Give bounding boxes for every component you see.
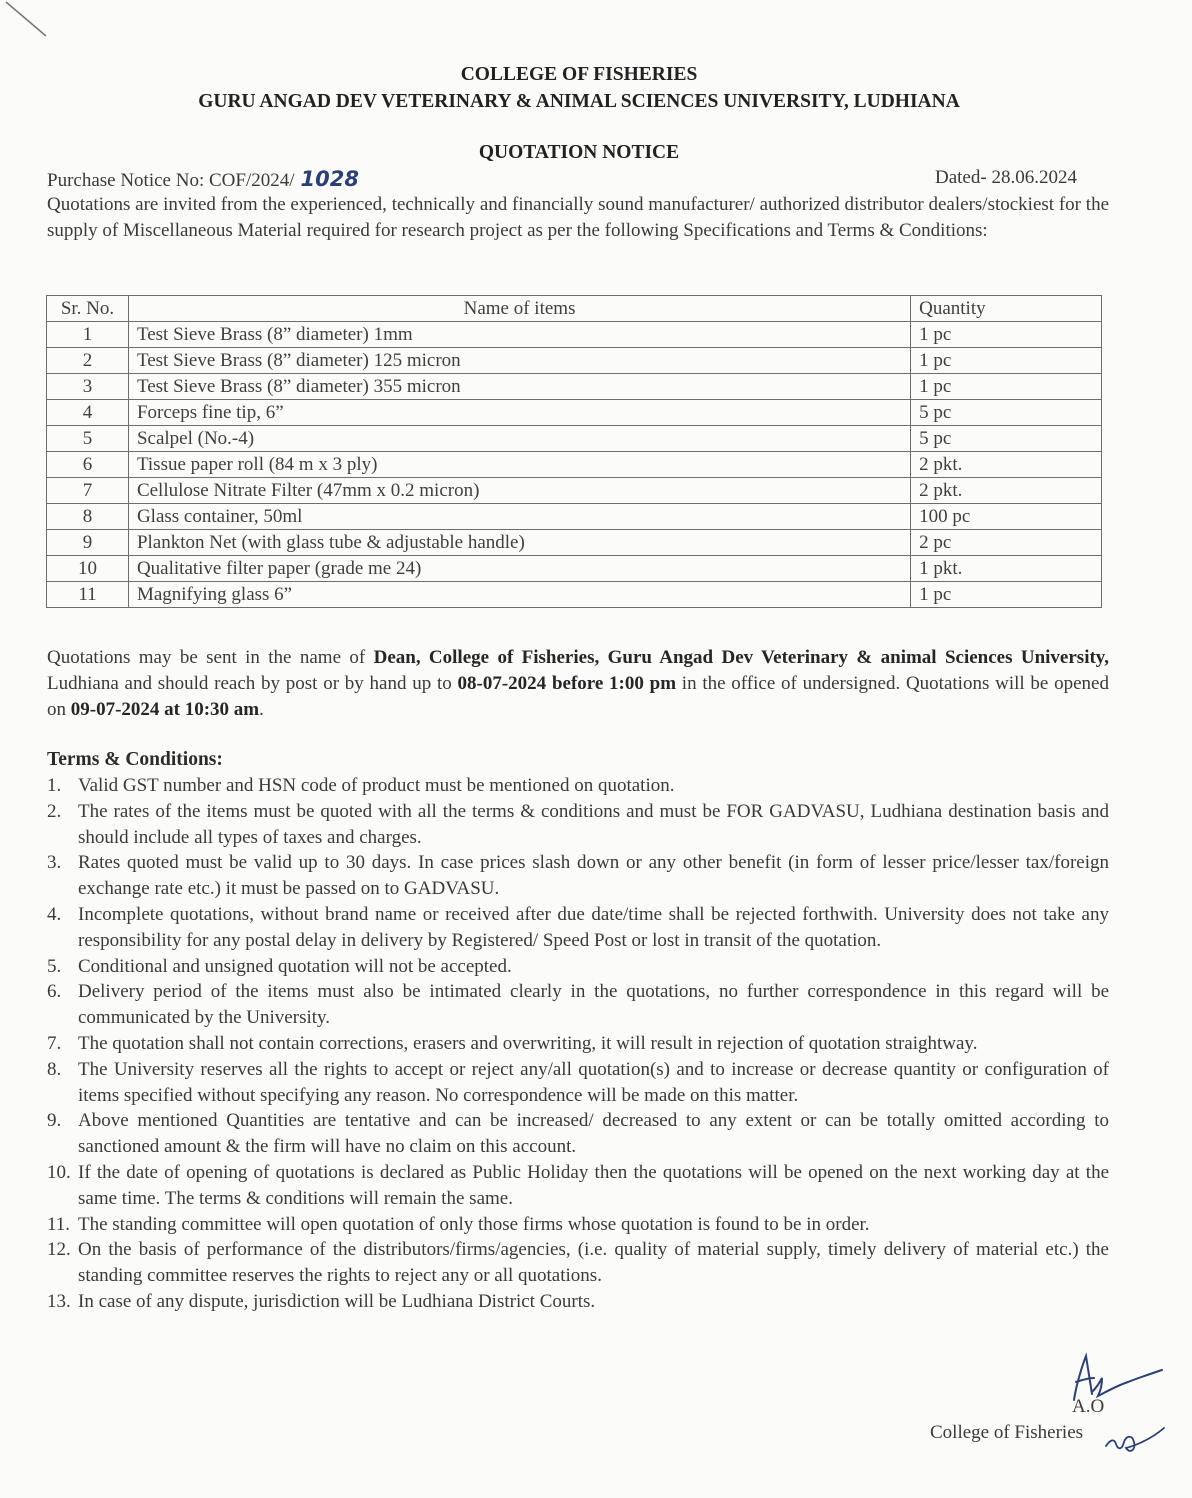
term-number: 6.: [47, 981, 62, 1003]
cell-qty: 1 pc: [911, 582, 1102, 608]
submission-addressee: Dean, College of Fisheries, Guru Angad Dev Veterinary & animal Sciences University,: [373, 647, 1110, 668]
submission-text-4: .: [259, 699, 264, 720]
cell-qty: 1 pc: [911, 374, 1102, 400]
cell-name: Test Sieve Brass (8” diameter) 1mm: [128, 322, 910, 348]
table-row: [47, 530, 1102, 556]
handwritten-notice-number: 1028: [300, 167, 359, 191]
term-text: The standing committee will open quotation of only those firms whose quotation is found to be in order.: [78, 1213, 870, 1235]
items-table: [46, 295, 1102, 608]
notice-date: Dated- 28.06.2024: [935, 167, 1077, 188]
term-number: 4.: [47, 903, 62, 925]
cell-sr: 2: [47, 348, 129, 374]
term-number: 8.: [47, 1058, 62, 1080]
university-heading: GURU ANGAD DEV VETERINARY & ANIMAL SCIENCES UNIVERSITY, LUDHIANA: [198, 91, 960, 112]
cell-qty: 2 pkt.: [911, 478, 1102, 504]
term-text: Incomplete quotations, without brand name or received after due date/time shall be rejected forthwith. University does not take any responsibility for any postal delay in delivery by Registered/ Speed Post or lost in transit of the quotation.: [78, 903, 1109, 951]
term-text: On the basis of performance of the distributors/firms/agencies, (i.e. quality of material supply, timely delivery of material etc.) the standing committee reserves the rights to reject any or all quotations.: [78, 1239, 1109, 1287]
table-row: [47, 348, 1102, 374]
term-item: [47, 1212, 1109, 1238]
cell-sr: 7: [47, 478, 129, 504]
term-item: [47, 799, 1109, 851]
cell-qty: 5 pc: [911, 400, 1102, 426]
term-item: [47, 902, 1109, 954]
term-text: The University reserves all the rights to accept or reject any/all quotation(s) and to increase or decrease quantity or configuration of items specified without specifying any reason. No correspondence will be made on this matter.: [78, 1058, 1109, 1106]
table-row: [47, 556, 1102, 582]
term-number: 5.: [47, 955, 62, 977]
cell-name: Test Sieve Brass (8” diameter) 355 micron: [128, 374, 910, 400]
cell-name: Magnifying glass 6”: [128, 582, 910, 608]
term-number: 11.: [47, 1213, 71, 1235]
cell-name: Scalpel (No.-4): [128, 426, 910, 452]
header-item-name: Name of items: [128, 296, 910, 322]
signatory-title: A.O: [1072, 1396, 1105, 1417]
purchase-notice-prefix: Purchase Notice No: COF/2024/: [47, 170, 295, 191]
term-number: 9.: [47, 1110, 62, 1132]
cell-name: Qualitative filter paper (grade me 24): [128, 556, 910, 582]
header-quantity: Quantity: [911, 296, 1102, 322]
cell-name: Plankton Net (with glass tube & adjustable handle): [128, 530, 910, 556]
cell-qty: 100 pc: [911, 504, 1102, 530]
cell-sr: 10: [47, 556, 129, 582]
cell-sr: 9: [47, 530, 129, 556]
terms-list: [47, 773, 1109, 1315]
term-item: [47, 850, 1109, 902]
term-text: Delivery period of the items must also be intimated clearly in the quotations, no further correspondence in this regard will be communicated by the University.: [78, 981, 1109, 1029]
term-item: [47, 1289, 1109, 1315]
header-sr-no: Sr. No.: [47, 296, 129, 322]
table-row: [47, 374, 1102, 400]
term-number: 13.: [47, 1290, 71, 1312]
term-item: [47, 954, 1109, 980]
term-number: 1.: [47, 775, 62, 796]
submission-text-1: Quotations may be sent in the name of: [47, 647, 374, 668]
term-text: Valid GST number and HSN code of product must be mentioned on quotation.: [78, 775, 675, 796]
cell-qty: 2 pkt.: [911, 452, 1102, 478]
table-row: [47, 478, 1102, 504]
term-text: The rates of the items must be quoted with all the terms & conditions and must be FOR GADVASU, Ludhiana destination basis and should include all types of taxes and charges.: [78, 800, 1109, 848]
term-text: Rates quoted must be valid up to 30 days. In case prices slash down or any other benefit (in form of lesser price/lesser tax/foreign exchange rate etc.) it must be passed on to GADVASU.: [78, 852, 1109, 900]
notice-title: QUOTATION NOTICE: [478, 142, 680, 163]
table-row: [47, 322, 1102, 348]
scan-mark-line: [0, 0, 60, 40]
cell-name: Glass container, 50ml: [128, 504, 910, 530]
term-text: In case of any dispute, jurisdiction will be Ludhiana District Courts.: [78, 1290, 596, 1312]
term-item: [47, 979, 1109, 1031]
cell-name: Test Sieve Brass (8” diameter) 125 micron: [128, 348, 910, 374]
table-header-row: [47, 296, 1102, 322]
term-text: Conditional and unsigned quotation will not be accepted.: [78, 955, 512, 977]
cell-sr: 6: [47, 452, 129, 478]
opening-date: 09-07-2024 at 10:30 am: [70, 699, 260, 720]
cell-sr: 4: [47, 400, 129, 426]
cell-qty: 1 pc: [911, 322, 1102, 348]
term-item: [47, 1031, 1109, 1057]
table-row: [47, 400, 1102, 426]
term-text: Above mentioned Quantities are tentative and can be increased/ decreased to any extent or can be totally omitted according to sanctioned amount & the firm will have no claim on this account.: [78, 1110, 1109, 1158]
cell-sr: 8: [47, 504, 129, 530]
cell-sr: 1: [47, 322, 129, 348]
purchase-notice-number: [47, 167, 359, 192]
cell-name: Forceps fine tip, 6”: [128, 400, 910, 426]
terms-title: Terms & Conditions:: [47, 749, 223, 770]
term-text: The quotation shall not contain corrections, erasers and overwriting, it will result in rejection of quotation straightway.: [78, 1032, 978, 1054]
table-row: [47, 426, 1102, 452]
cell-qty: 5 pc: [911, 426, 1102, 452]
term-text: If the date of opening of quotations is declared as Public Holiday then the quotations will be opened on the next working day at the same time. The terms & conditions will remain the same.: [78, 1161, 1109, 1209]
term-number: 2.: [47, 800, 62, 822]
cell-sr: 5: [47, 426, 129, 452]
cell-name: Cellulose Nitrate Filter (47mm x 0.2 micron): [128, 478, 910, 504]
term-number: 7.: [47, 1032, 62, 1054]
initials-flourish: [1100, 1420, 1170, 1460]
term-item: [47, 773, 1109, 799]
cell-name: Tissue paper roll (84 m x 3 ply): [128, 452, 910, 478]
term-item: [47, 1160, 1109, 1212]
intro-paragraph: Quotations are invited from the experienced, technically and financially sound manufacturer/ authorized distributor dealers/stockiest for the supply of Miscellaneous Material required for research project as per the following Specifications and Terms & Conditions:: [47, 194, 1109, 241]
college-heading: COLLEGE OF FISHERIES: [460, 64, 698, 85]
submission-paragraph: [47, 645, 1109, 723]
submission-deadline: 08-07-2024 before 1:00 pm: [457, 673, 677, 694]
term-item: [47, 1237, 1109, 1289]
cell-qty: 2 pc: [911, 530, 1102, 556]
cell-sr: 11: [47, 582, 129, 608]
term-item: [47, 1057, 1109, 1109]
term-item: [47, 1108, 1109, 1160]
cell-qty: 1 pc: [911, 348, 1102, 374]
term-number: 12.: [47, 1239, 71, 1261]
submission-text-3: in the office of undersigned. Quotations will be opened on: [47, 673, 1109, 720]
submission-text-2: Ludhiana and should reach by post or by hand up to: [47, 673, 458, 694]
table-row: [47, 452, 1102, 478]
table-row: [47, 582, 1102, 608]
signatory-organization: College of Fisheries: [930, 1422, 1084, 1443]
table-row: [47, 504, 1102, 530]
cell-qty: 1 pkt.: [911, 556, 1102, 582]
term-number: 3.: [47, 852, 62, 874]
term-number: 10.: [47, 1161, 71, 1183]
cell-sr: 3: [47, 374, 129, 400]
